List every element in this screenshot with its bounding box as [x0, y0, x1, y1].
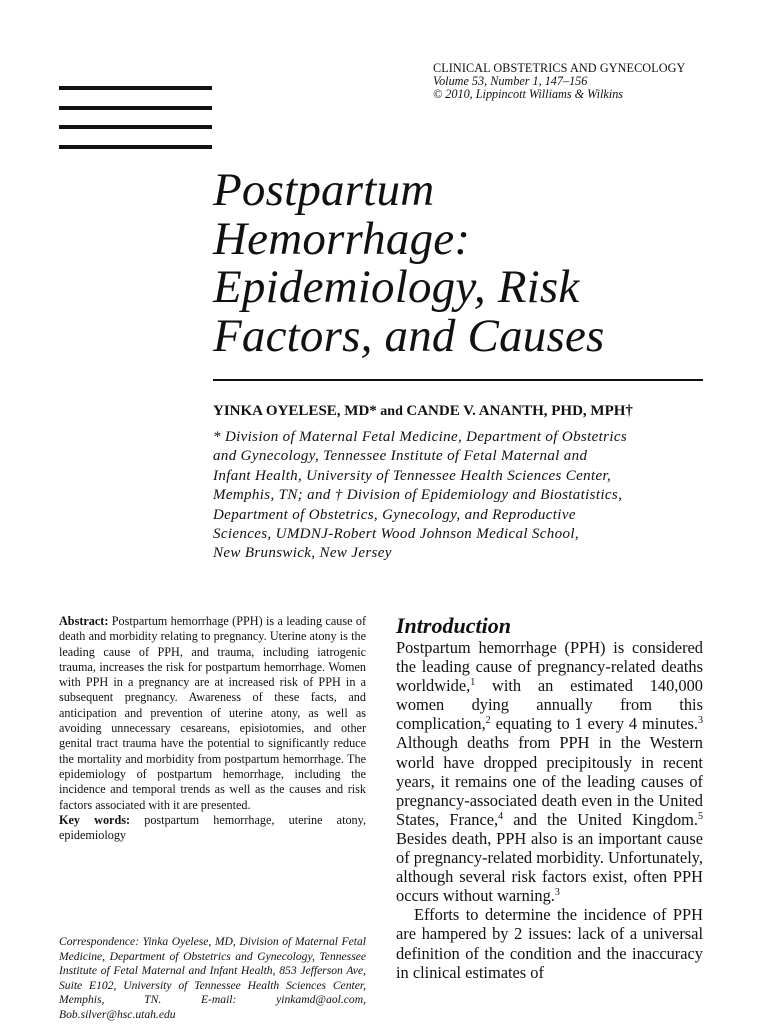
- citation-ref: 5: [698, 810, 703, 822]
- journal-header: [433, 62, 733, 101]
- affiliation-line: Memphis, TN; and † Division of Epidemiology and Biostatistics,: [213, 487, 623, 504]
- decorative-rule-3: [59, 125, 212, 129]
- intro-paragraph-1: [396, 638, 703, 905]
- keywords-paragraph: [59, 813, 366, 844]
- abstract-paragraph: [59, 614, 366, 813]
- intro-text: equating to 1 every 4 minutes.: [490, 714, 698, 734]
- affiliation-line: Sciences, UMDNJ-Robert Wood Johnson Medical School,: [213, 526, 579, 543]
- affiliations: [213, 428, 708, 564]
- intro-text: with an estimated 140,000 women dying annually from this complication,: [396, 676, 703, 734]
- title-line: Factors, and Causes: [213, 309, 605, 362]
- abstract-label: Abstract:: [59, 614, 109, 628]
- decorative-rule-1: [59, 86, 212, 90]
- citation-ref: 2: [485, 715, 491, 727]
- correspondence-note: Correspondence: Yinka Oyelese, MD, Division of Maternal Fetal Medicine, Department of Obstetrics and Gynecology, Tennessee Institute of Fetal Maternal and Infant Health, 853 Jefferson Ave, Suite E102, University of Tennessee Health Sciences Center, Memphis, TN. E-mail: yinkamd@aol.com, Bob.silver@hsc.utah.edu: [59, 935, 366, 1021]
- author-conjunction: and: [376, 404, 407, 419]
- citation-ref: 3: [698, 715, 703, 727]
- affiliation-line: * Division of Maternal Fetal Medicine, Department of Obstetrics: [213, 429, 628, 445]
- intro-text: and the United Kingdom.: [503, 809, 698, 829]
- intro-text: Postpartum hemorrhage (PPH) is considered the leading cause of pregnancy-related deaths worldwide,: [396, 638, 703, 696]
- title-line: Postpartum: [213, 164, 435, 216]
- author-2: CANDE V. ANANTH, PHD, MPH†: [406, 403, 633, 419]
- affiliation-line: New Brunswick, New Jersey: [213, 545, 392, 562]
- decorative-rule-4: [59, 145, 212, 149]
- affiliation-line: Department of Obstetrics, Gynecology, and Reproductive: [213, 506, 576, 523]
- author-1: YINKA OYELESE, MD*: [213, 403, 377, 419]
- introduction-heading: Introduction: [396, 613, 511, 638]
- intro-text: Besides death, PPH also is an important cause of pregnancy-related morbidity. Unfortunately, although several risk factors exist, often PPH occurs without warning.: [396, 828, 703, 906]
- journal-copyright: © 2010, Lippincott Williams & Wilkins: [433, 87, 624, 101]
- article-title: [213, 166, 753, 360]
- abstract-block: [59, 614, 366, 843]
- affiliation-line: and Gynecology, Tennessee Institute of Fetal Maternal and: [213, 448, 588, 465]
- title-divider: [213, 379, 703, 381]
- keywords-text: postpartum hemorrhage, uterine atony, epidemiology: [59, 812, 366, 843]
- author-list: [213, 402, 733, 421]
- decorative-rule-2: [59, 106, 212, 110]
- journal-volume: Volume 53, Number 1, 147–156: [433, 74, 588, 88]
- abstract-text: Postpartum hemorrhage (PPH) is a leading cause of death and morbidity relating to pregnancy. Uterine atony is the leading cause of PPH, and trauma, including iatrogenic trauma, increases the risk for postpartum hemorrhage. Women with PPH in a pregnancy are at increased risk of PPH in a subsequent pregnancy. Awareness of these facts, and anticipation and prevention of uterine atony, as well as avoiding unnecessary cesareans, episiotomies, and other genital tract trauma have the potential to significantly reduce the mortality and morbidity from postpartum hemorrhage. The epidemiology of postpartum hemorrhage, including the incidence and temporal trends as well as the causes and risk factors associated with it are presented.: [59, 614, 366, 812]
- keywords-label: Key words:: [59, 812, 131, 827]
- intro-text: Although deaths from PPH in the Western world have dropped precipitously in recent years, it remains one of the leading causes of pregnancy-associated death even in the United States, France,: [396, 733, 703, 829]
- intro-paragraph-2: Efforts to determine the incidence of PPH are hampered by 2 issues: lack of a universal definition of the condition and the inaccuracy in clinical estimates of: [396, 905, 703, 982]
- citation-ref: 4: [498, 810, 504, 822]
- title-line: Hemorrhage:: [213, 212, 471, 265]
- affiliation-line: Infant Health, University of Tennessee Health Sciences Center,: [213, 467, 612, 484]
- journal-name: CLINICAL OBSTETRICS AND GYNECOLOGY: [433, 61, 686, 75]
- citation-ref: 1: [470, 677, 476, 689]
- citation-ref: 3: [554, 887, 560, 899]
- title-line: Epidemiology, Risk: [213, 261, 580, 313]
- introduction-body: [396, 638, 703, 982]
